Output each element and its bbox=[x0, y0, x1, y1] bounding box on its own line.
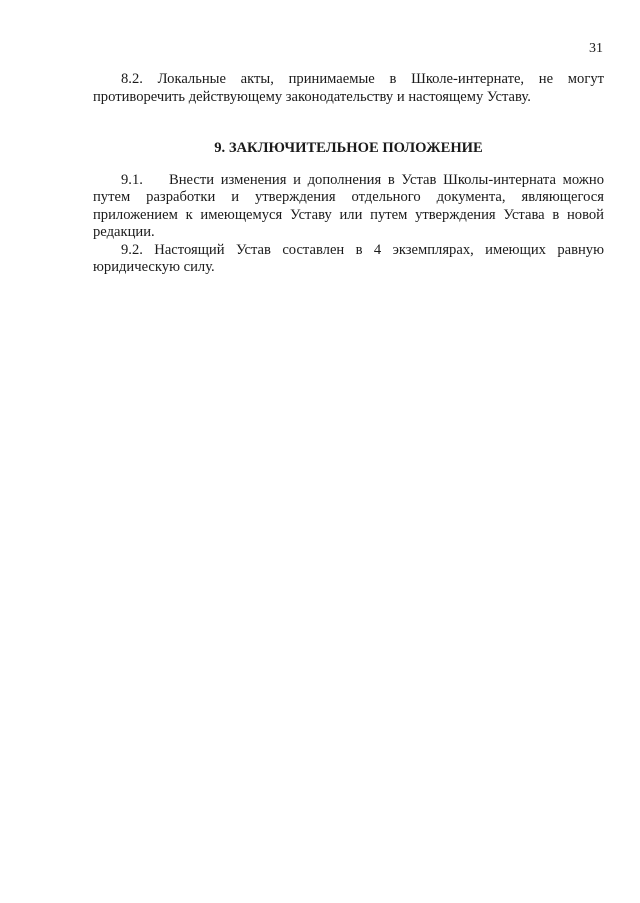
document-body bbox=[93, 71, 604, 277]
page-number: 31 bbox=[589, 41, 603, 56]
clause-9-2: 9.2. Настоящий Устав составлен в 4 экземплярах, имеющих равную юридическую силу. bbox=[93, 241, 604, 275]
clause-9-1-text: Внести изменения и дополнения в Устав Школы-интерната можно путем разработки и утверждения отдельного документа, являющегося приложением к имеющемуся Уставу или путем утверждения Устава в новой редакции. bbox=[93, 171, 604, 240]
clause-8-2: 8.2. Локальные акты, принимаемые в Школе-интернате, не могут противоречить действующему законодательству и настоящему Уставу. bbox=[93, 71, 604, 105]
clause-9-1-number: 9.1. bbox=[121, 171, 143, 188]
section-9-heading: 9. ЗАКЛЮЧИТЕЛЬНОЕ ПОЛОЖЕНИЕ bbox=[214, 140, 483, 156]
clause-9-1 bbox=[93, 172, 604, 242]
